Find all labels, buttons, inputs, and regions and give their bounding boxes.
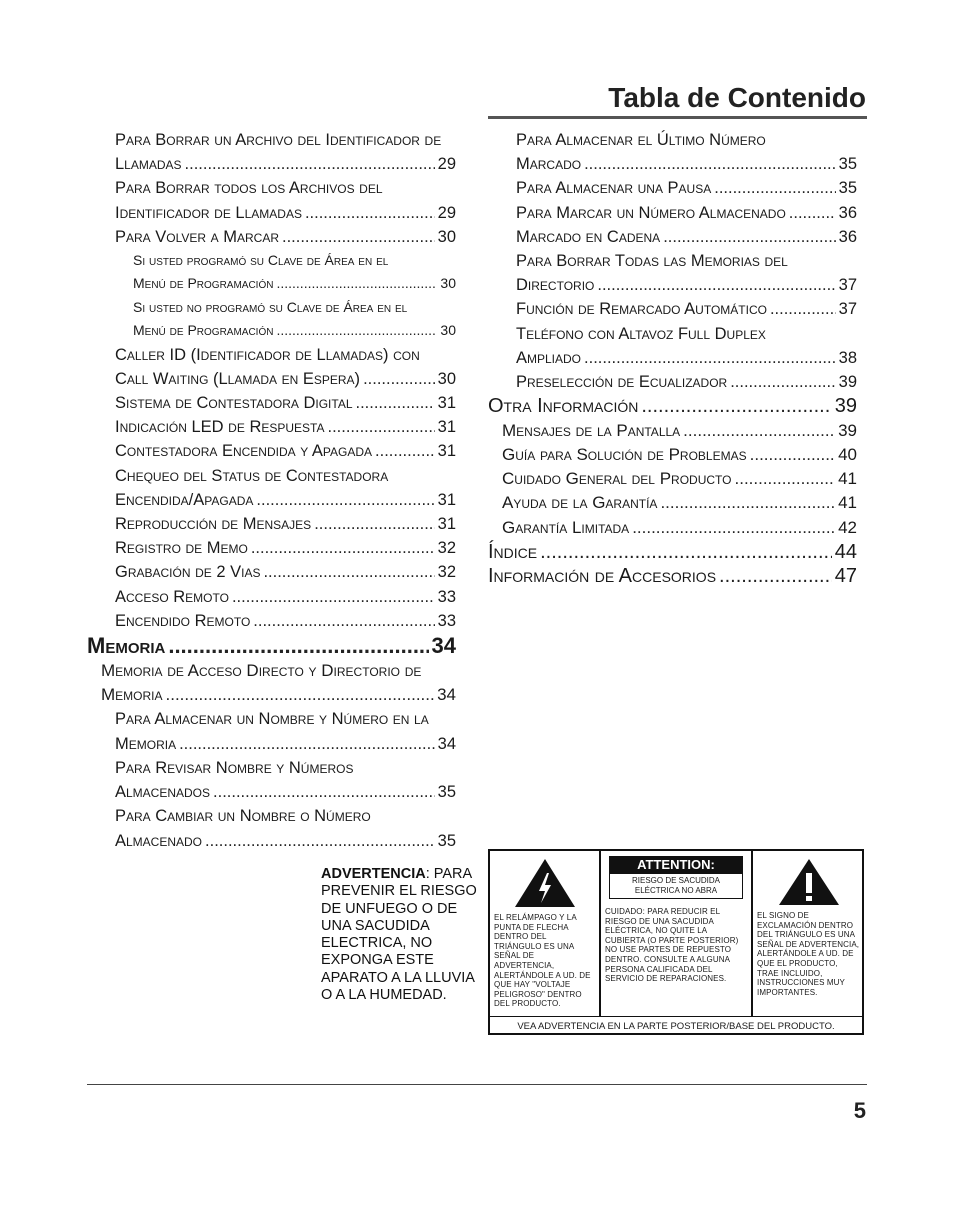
toc-page-number: 41 (838, 469, 857, 489)
toc-entry-title: Información de Accesorios (488, 565, 717, 588)
toc-entry-title-line: Caller ID (Identificador de Llamadas) con (115, 345, 420, 364)
caution-description: CUIDADO: PARA REDUCIR EL RIESGO DE UNA SACUDIDA ELÉCTRICA, NO QUITE LA CUBIERTA (O PARTE POSTERIOR) NO USE PARTES DE REPUESTO DENTRO. CONSULTE A ALGUNA PERSONA CALIFICADA DEL SERVICIO DE REPARACIONES. (605, 907, 739, 984)
toc-page-number: 33 (437, 587, 456, 606)
toc-entry-title: Para Volver a Marcar (115, 227, 279, 246)
toc-leader-dots (305, 201, 435, 225)
toc-leader-dots (714, 176, 835, 200)
toc-entry (87, 225, 456, 249)
toc-page-number: 30 (440, 275, 456, 292)
toc-entry (488, 201, 857, 225)
toc-entry-title: Marcado (516, 155, 582, 174)
toc-leader-dots (641, 394, 831, 419)
toc-entry (87, 464, 456, 512)
toc-entry-row (115, 439, 456, 463)
toc-leader-dots (213, 780, 435, 804)
toc-entry-title: Preselección de Ecualizador (516, 373, 728, 392)
toc-entry-title-line: Para Borrar Todas las Memorias del (516, 252, 788, 271)
toc-entry-row (115, 829, 456, 853)
toc-leader-dots (185, 152, 435, 176)
toc-leader-dots (179, 732, 435, 756)
toc-leader-dots (719, 564, 832, 589)
toc-entry-row (516, 152, 857, 176)
footer-rule (87, 1084, 867, 1085)
toc-entry-row (115, 225, 456, 249)
lightning-panel (490, 851, 601, 1016)
toc-leader-dots (253, 609, 434, 633)
toc-entry-title: Menú de Programación (133, 275, 274, 292)
toc-entry-row (115, 609, 456, 633)
toc-page-number: 40 (838, 444, 857, 464)
toc-entry-title-line: Para Borrar todos los Archivos del (115, 179, 383, 198)
toc-entry-title: Para Marcar un Número Almacenado (516, 203, 786, 222)
toc-entry (87, 176, 456, 224)
toc-leader-dots (730, 370, 835, 394)
toc-entry (87, 609, 456, 633)
toc-entry-row (87, 633, 456, 659)
toc-entry-title-line: Si usted no programó su Clave de Área en el (133, 298, 408, 315)
toc-entry-title: Registro de Memo (115, 539, 248, 558)
toc-leader-dots (584, 152, 836, 176)
toc-page-number: 42 (838, 517, 857, 537)
toc-page-number: 31 (437, 394, 456, 413)
toc-entry-title-line: Para Revisar Nombre y Números (115, 758, 354, 777)
toc-entry-row (488, 564, 857, 589)
attention-subtext: RIESGO DE SACUDIDA ELÉCTRICA NO ABRA (609, 873, 743, 899)
toc-entry (488, 419, 857, 443)
toc-entry (87, 512, 456, 536)
toc-entry-title-line: Para Almacenar el Último Número (516, 131, 766, 149)
toc-leader-dots (632, 516, 835, 540)
toc-entry-title-line: Para Almacenar un Nombre y Número en la (115, 710, 429, 729)
toc-leader-dots (789, 201, 836, 225)
toc-entry-row (115, 536, 456, 560)
toc-page-number: 36 (838, 203, 857, 222)
toc-page-number: 35 (437, 783, 456, 802)
toc-leader-dots (584, 346, 836, 370)
toc-left-column (87, 128, 456, 853)
toc-page-number: 38 (838, 348, 857, 367)
toc-page-number: 35 (838, 155, 857, 174)
toc-entry-title-line: Para Cambiar un Nombre o Número (115, 807, 371, 826)
toc-entry-title: Call Waiting (Llamada en Espera) (115, 369, 361, 388)
toc-entry-row (516, 370, 857, 394)
exclamation-panel (753, 851, 864, 1016)
toc-entry-row (502, 419, 857, 443)
toc-entry-title: Para Almacenar una Pausa (516, 179, 712, 198)
toc-leader-dots (363, 367, 435, 391)
toc-page-number: 34 (437, 685, 456, 705)
toc-entry-title: Guía para Solución de Problemas (502, 444, 747, 464)
toc-page-number: 39 (838, 373, 857, 392)
toc-entry-title-line: Si usted programó su Clave de Área en el (133, 252, 389, 269)
toc-leader-dots (770, 297, 836, 321)
toc-entry (87, 707, 456, 755)
toc-leader-dots (683, 419, 835, 443)
toc-entry (488, 467, 857, 491)
toc-entry-row (488, 540, 857, 565)
toc-page-number: 29 (437, 155, 456, 174)
toc-entry-title: Directorio (516, 276, 595, 295)
toc-entry (488, 491, 857, 515)
toc-entry (87, 756, 456, 804)
toc-page-number: 30 (437, 227, 456, 246)
toc-entry-title: Memoria (87, 633, 166, 659)
toc-entry (488, 128, 857, 176)
toc-page-number: 31 (437, 442, 456, 461)
toc-leader-dots (356, 391, 435, 415)
toc-entry-title: Identificador de Llamadas (115, 203, 302, 222)
toc-entry (488, 564, 857, 589)
toc-entry-row (516, 297, 857, 321)
toc-page-number: 32 (437, 563, 456, 582)
toc-entry-row (115, 488, 456, 512)
toc-entry (488, 370, 857, 394)
toc-entry-row (516, 176, 857, 200)
toc-page-number: 44 (834, 540, 857, 563)
toc-entry-title: Almacenados (115, 783, 211, 802)
toc-entry (488, 322, 857, 370)
toc-entry (488, 249, 857, 297)
toc-entry (488, 394, 857, 419)
toc-leader-dots (540, 540, 832, 565)
warning-notice (321, 866, 481, 1004)
toc-entry-row (115, 391, 456, 415)
toc-leader-dots (168, 633, 428, 659)
toc-page-number: 33 (437, 611, 456, 630)
toc-page-number: 30 (440, 322, 456, 339)
toc-entry-row (115, 560, 456, 584)
toc-leader-dots (282, 225, 435, 249)
toc-entry-title: Reproducción de Mensajes (115, 515, 312, 534)
toc-entry-row (115, 415, 456, 439)
toc-entry-title: Otra Información (488, 395, 639, 418)
toc-page-number: 41 (838, 493, 857, 513)
toc-leader-dots (375, 439, 435, 463)
toc-entry-row (516, 346, 857, 370)
toc-entry-title: Menú de Programación (133, 322, 274, 339)
toc-entry (488, 516, 857, 540)
toc-entry-row (488, 394, 857, 419)
attention-heading: ATTENTION: (609, 856, 743, 873)
toc-entry-title-line: Memoria de Acceso Directo y Directorio de (101, 661, 422, 681)
toc-entry (87, 296, 456, 343)
toc-page-number: 35 (437, 831, 456, 850)
toc-entry (488, 540, 857, 565)
toc-entry-title: Índice (488, 540, 538, 563)
warning-footer: VEA ADVERTENCIA EN LA PARTE POSTERIOR/BASE DEL PRODUCTO. (490, 1016, 862, 1036)
toc-entry-row (115, 732, 456, 756)
toc-entry (87, 585, 456, 609)
toc-entry (488, 176, 857, 200)
lightning-triangle-icon (513, 857, 577, 909)
toc-entry (87, 249, 456, 296)
toc-entry-title: Llamadas (115, 155, 182, 174)
toc-entry-row (115, 201, 456, 225)
toc-leader-dots (276, 319, 437, 342)
toc-entry-row (502, 467, 857, 491)
toc-page-number: 31 (437, 490, 456, 509)
toc-entry-row (502, 516, 857, 540)
toc-entry-title: Función de Remarcado Automático (516, 300, 767, 319)
page-title: Tabla de Contenido (608, 82, 866, 113)
toc-entry-title: Almacenado (115, 831, 203, 850)
toc-entry-row (115, 585, 456, 609)
toc-leader-dots (660, 491, 835, 515)
toc-entry-row (133, 272, 456, 295)
warning-text: : PARA PREVENIR EL RIESGO DE UNFUEGO O DE UNA SACUDIDA ELECTRICA, NO EXPONGA ESTE APARATO A LA LLUVIA O A LA HUMEDAD. (321, 866, 477, 1004)
toc-entry (488, 225, 857, 249)
toc-entry-title: Memoria (101, 685, 163, 705)
toc-page-number: 36 (838, 227, 857, 246)
toc-leader-dots (735, 467, 836, 491)
toc-page-number: 29 (437, 203, 456, 222)
toc-entry-title-line: Chequeo del Status de Contestadora (115, 466, 389, 485)
toc-entry-title: Sistema de Contestadora Digital (115, 394, 353, 413)
toc-entry (87, 536, 456, 560)
toc-entry (488, 443, 857, 467)
toc-page-number: 34 (431, 633, 456, 659)
toc-leader-dots (597, 273, 835, 297)
toc-leader-dots (750, 443, 835, 467)
exclamation-description: EL SIGNO DE EXCLAMACIÓN DENTRO DEL TRIÁNGULO ES UNA SEÑAL DE ADVERTENCIA, ALERTÁNDOLE A UD. DE QUE EL PRODUCTO, TRAE INCLUIDO, INSTRUCCIONES MUY IMPORTANTES. (757, 911, 860, 997)
warning-label: ADVERTENCIA (321, 866, 426, 882)
toc-entry-title: Cuidado General del Producto (502, 469, 732, 489)
toc-entry-title: Encendido Remoto (115, 611, 251, 630)
toc-leader-dots (232, 585, 435, 609)
toc-entry (87, 343, 456, 391)
toc-page-number: 32 (437, 539, 456, 558)
toc-page-number: 37 (838, 300, 857, 319)
toc-entry (87, 439, 456, 463)
toc-entry-title: Ayuda de la Garantía (502, 493, 658, 513)
toc-entry-title-line: Teléfono con Altavoz Full Duplex (516, 324, 766, 343)
lightning-description: EL RELÁMPAGO Y LA PUNTA DE FLECHA DENTRO DEL TRIÁNGULO ES UNA SEÑAL DE ADVERTENCIA, ALERTÁNDOLE A UD. DE QUE HAY "VOLTAJE PELIGROSO" DENTRO DEL PRODUCTO. (494, 913, 591, 1009)
toc-leader-dots (314, 512, 434, 536)
toc-entry-title: Grabación de 2 Vias (115, 563, 261, 582)
toc-entry-title: Encendida/Apagada (115, 490, 254, 509)
toc-entry (87, 633, 456, 659)
toc-entry-title: Garantía Limitada (502, 517, 630, 537)
toc-entry-title: Ampliado (516, 348, 582, 367)
toc-leader-dots (663, 225, 835, 249)
toc-leader-dots (256, 488, 434, 512)
page-number: 5 (853, 1098, 866, 1123)
toc-entry-row (115, 780, 456, 804)
toc-entry (87, 391, 456, 415)
toc-entry-row (133, 319, 456, 342)
warning-label-box (488, 849, 864, 1035)
toc-entry-title-line: Para Borrar un Archivo del Identificador de (115, 131, 442, 149)
toc-entry-title: Mensajes de la Pantalla (502, 420, 681, 440)
toc-entry-row (115, 152, 456, 176)
toc-entry-title: Marcado en Cadena (516, 227, 661, 246)
toc-entry (87, 560, 456, 584)
attention-panel (601, 851, 753, 1016)
toc-page-number: 35 (838, 179, 857, 198)
toc-page-number: 31 (437, 515, 456, 534)
toc-entry-row (516, 201, 857, 225)
toc-entry-title: Acceso Remoto (115, 587, 229, 606)
toc-leader-dots (263, 560, 434, 584)
toc-leader-dots (251, 536, 435, 560)
toc-entry-row (115, 367, 456, 391)
toc-entry-row (101, 683, 456, 707)
toc-entry-title: Indicación LED de Respuesta (115, 418, 325, 437)
toc-page-number: 39 (838, 420, 857, 440)
toc-entry (87, 659, 456, 707)
toc-entry (87, 804, 456, 852)
toc-entry-row (502, 443, 857, 467)
toc-leader-dots (328, 415, 435, 439)
toc-entry-row (516, 225, 857, 249)
toc-leader-dots (166, 683, 435, 707)
toc-leader-dots (205, 829, 435, 853)
toc-entry (87, 128, 456, 176)
exclamation-triangle-icon (777, 857, 841, 907)
toc-entry-row (516, 273, 857, 297)
toc-entry-title: Memoria (115, 734, 177, 753)
toc-page-number: 30 (437, 369, 456, 388)
toc-entry-row (115, 512, 456, 536)
toc-right-column (488, 128, 857, 589)
toc-page-number: 37 (838, 276, 857, 295)
toc-entry-row (502, 491, 857, 515)
toc-page-number: 47 (834, 565, 857, 588)
toc-page-number: 34 (437, 734, 456, 753)
toc-entry (87, 415, 456, 439)
toc-page-number: 31 (437, 418, 456, 437)
toc-entry (488, 297, 857, 321)
toc-page-number: 39 (834, 395, 857, 418)
title-rule (488, 116, 867, 119)
toc-leader-dots (276, 272, 437, 295)
toc-entry-title: Contestadora Encendida y Apagada (115, 442, 373, 461)
